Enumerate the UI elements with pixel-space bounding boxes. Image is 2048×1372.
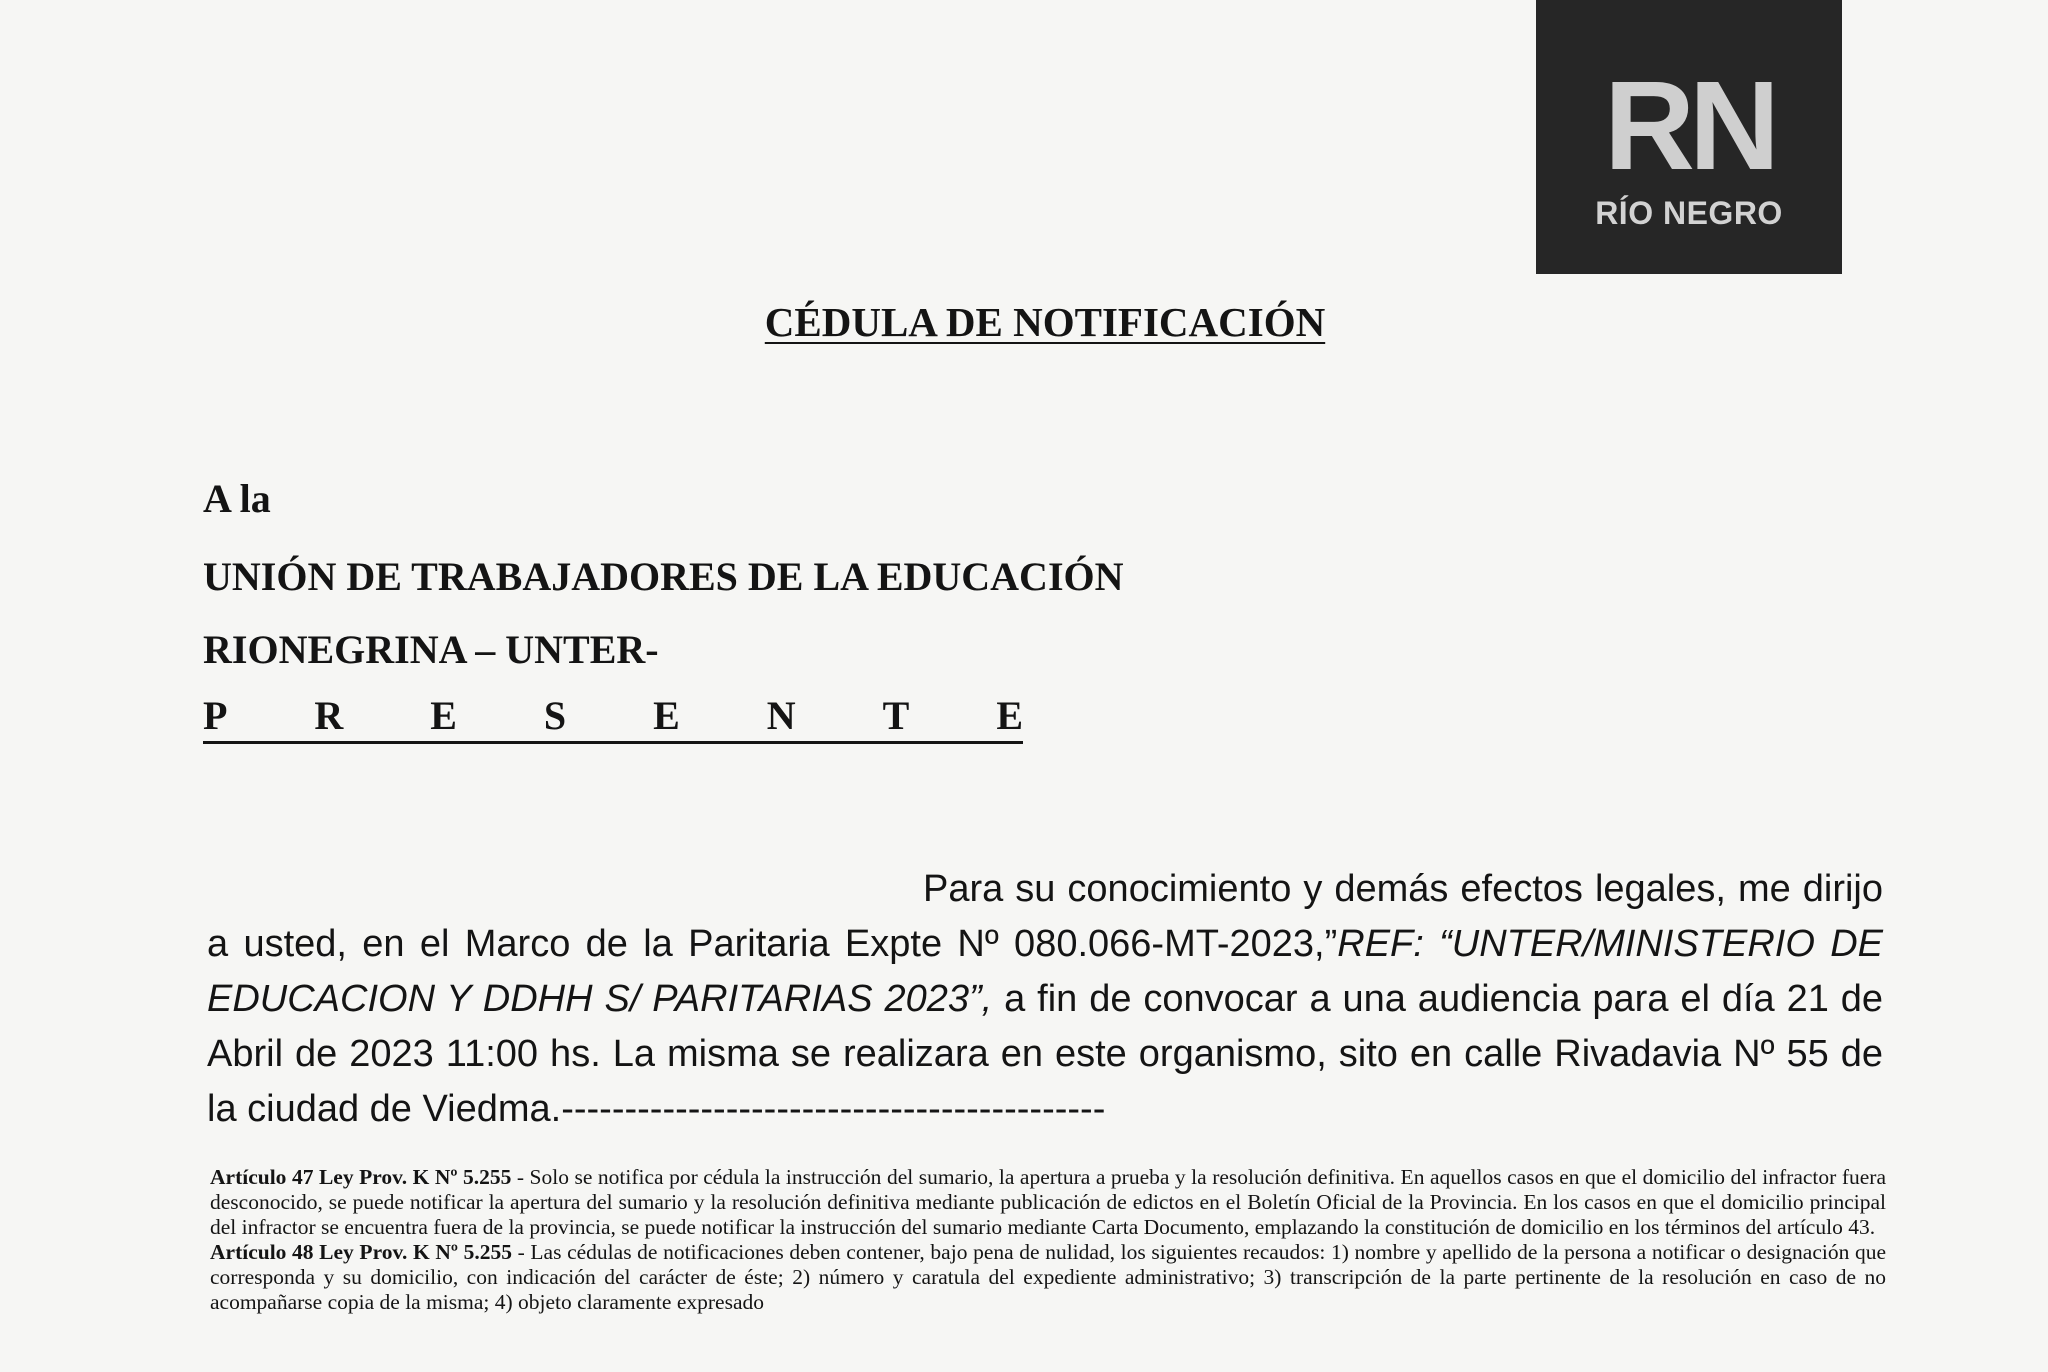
logo-name: RÍO NEGRO (1595, 194, 1783, 231)
presente-letter: N (766, 693, 796, 738)
recipient-name-line1: UNIÓN DE TRABAJADORES DE LA EDUCACIÓN (203, 554, 1124, 599)
body-reference: REF: “UNTER/MINISTERIO DE EDUCACION Y DDHH S/ PARITARIAS 2023”, (207, 923, 1883, 1020)
presente-letter: E (653, 693, 680, 738)
recipient-prefix: A la (203, 476, 271, 521)
presente-heading (203, 692, 1023, 744)
body-intro: Para su conocimiento y demás efectos legales, me dirijo a usted, en el Marco de la Paritaria Expte Nº 080.066-MT-2023,” (207, 868, 1883, 965)
presente-letter: T (882, 693, 910, 738)
recipient-name-line2: RIONEGRINA – UNTER- (203, 627, 659, 672)
presente-letter: P (203, 693, 228, 738)
footnote-text: - Las cédulas de notificaciones deben contener, bajo pena de nulidad, los siguientes recaudos: 1) nombre y apellido de la persona a notificar o designación que corresponda y su domicilio, con indicación del carácter de éste; 2) número y caratula del expediente administrativo; 3) transcripción de la parte pertinente de la resolución en caso de no acompañarse copia de la misma; 4) objeto claramente expresado (210, 1240, 1886, 1314)
rio-negro-logo (1536, 0, 1842, 274)
footnote-article-48 (210, 1240, 1886, 1315)
legal-footnotes (210, 1165, 1886, 1315)
presente-letter: S (543, 693, 567, 738)
body-details: a fin de convocar a una audiencia para el día 21 de Abril de 2023 11:00 hs. La misma se realizara en este organismo, sito en calle Rivadavia Nº 55 de la ciudad de Viedma.------------------------------------------- (207, 978, 1884, 1130)
document-title: CÉDULA DE NOTIFICACIÓN (764, 299, 1326, 345)
presente-letter: E (996, 693, 1023, 738)
presente-letter: E (430, 693, 457, 738)
logo-mark: RN (1604, 54, 1774, 196)
footnote-text: - Solo se notifica por cédula la instrucción del sumario, la apertura a prueba y la resolución definitiva. En aquellos casos en que el domicilio del infractor fuera desconocido, se puede notificar la apertura del sumario y la resolución definitiva mediante publicación de edictos en el Boletín Oficial de la Provincia. En los casos en que el domicilio principal del infractor se encuentra fuera de la provincia, se puede notificar la instrucción del sumario mediante Carta Documento, emplazando la constitución de domicilio en los términos del artículo 43. (210, 1165, 1886, 1239)
presente-letter: R (314, 693, 344, 738)
footnote-heading: Artículo 47 Ley Prov. K Nº 5.255 (210, 1165, 512, 1189)
footnote-heading: Artículo 48 Ley Prov. K Nº 5.255 (210, 1240, 513, 1264)
notification-body (207, 862, 1883, 1137)
footnote-article-47 (210, 1165, 1886, 1240)
